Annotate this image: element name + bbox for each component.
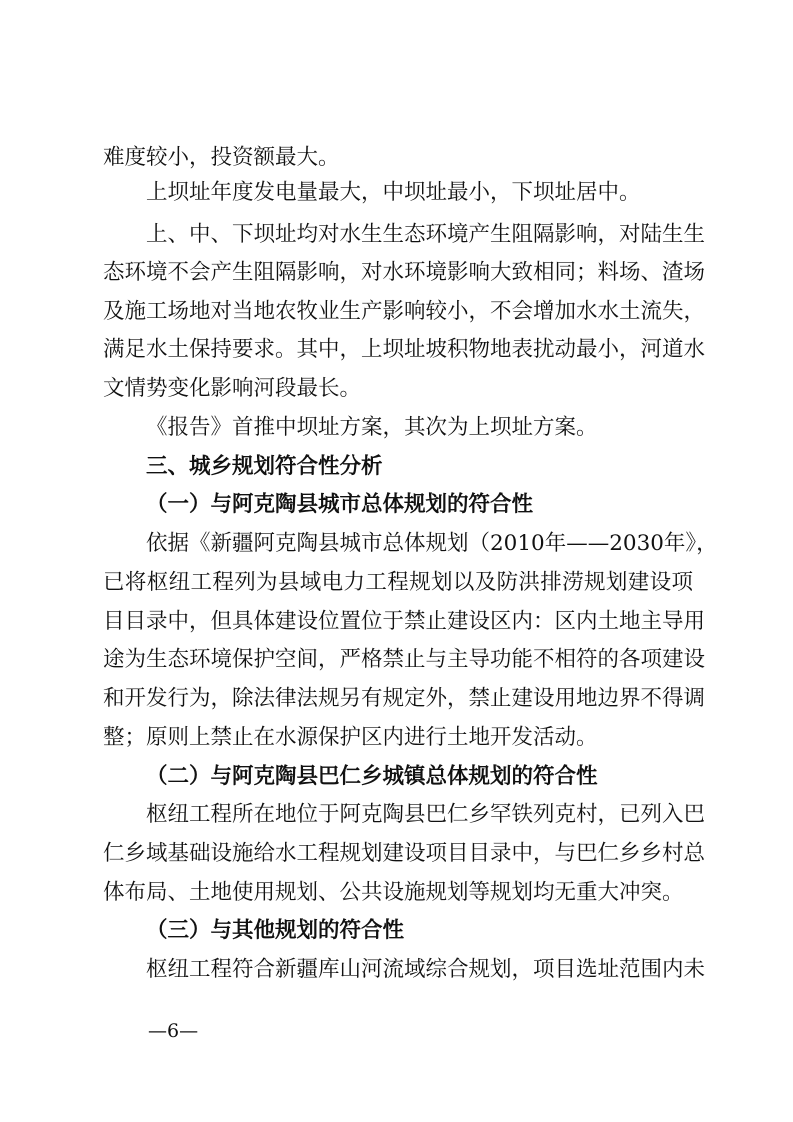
subsection-heading: （一）与阿克陶县城市总体规划的符合性	[146, 492, 534, 517]
paragraph-line: 已将枢纽工程列为县域电力工程规划以及防洪排涝规划建设项	[103, 570, 693, 595]
page-number: —6—	[148, 1020, 199, 1042]
paragraph-line: 上坝址年度发电量最大，中坝址最小，下坝址居中。	[146, 180, 641, 205]
paragraph-line: 枢纽工程所在地位于阿克陶县巴仁乡罕铁列克村，已列入巴	[146, 802, 706, 827]
subsection-heading: （三）与其他规划的符合性	[146, 918, 405, 943]
subsection-heading: （二）与阿克陶县巴仁乡城镇总体规划的符合性	[146, 764, 598, 789]
paragraph-line: 和开发行为，除法律法规另有规定外，禁止建设用地边界不得调	[103, 686, 706, 711]
paragraph-line: 态环境不会产生阻隔影响，对水环境影响大致相同；料场、渣场	[103, 260, 706, 285]
paragraph-line: 《报告》首推中坝址方案，其次为上坝址方案。	[146, 415, 598, 440]
paragraph-line: 整；原则上禁止在水源保护区内进行土地开发活动。	[103, 725, 598, 750]
paragraph-line: 满足水土保持要求。其中，上坝址坡积物地表扰动最小，河道水	[103, 337, 706, 362]
paragraph-line: 上、中、下坝址均对水生生态环境产生阻隔影响，对陆生生	[146, 222, 706, 247]
paragraph-line: 途为生态环境保护空间，严格禁止与主导功能不相符的各项建设	[103, 647, 706, 672]
paragraph-line: 仁乡域基础设施给水工程规划建设项目目录中，与巴仁乡乡村总	[103, 841, 706, 866]
paragraph-line: 难度较小，投资额最大。	[103, 145, 340, 170]
paragraph-line: 体布局、土地使用规划、公共设施规划等规划均无重大冲突。	[103, 880, 684, 905]
paragraph-line: 枢纽工程符合新疆库山河流域综合规划，项目选址范围内未	[146, 957, 706, 982]
section-heading: 三、城乡规划符合性分析	[146, 454, 383, 479]
paragraph-line: 及施工场地对当地农牧业生产影响较小，不会增加水水土流失，	[103, 299, 706, 324]
paragraph-line: 文情势变化影响河段最长。	[103, 376, 362, 401]
paragraph-line: 依据《新疆阿克陶县城市总体规划（2010年——2030年》，	[146, 531, 718, 556]
paragraph-line: 目目录中，但具体建设位置位于禁止建设区内：区内土地主导用	[103, 609, 706, 634]
